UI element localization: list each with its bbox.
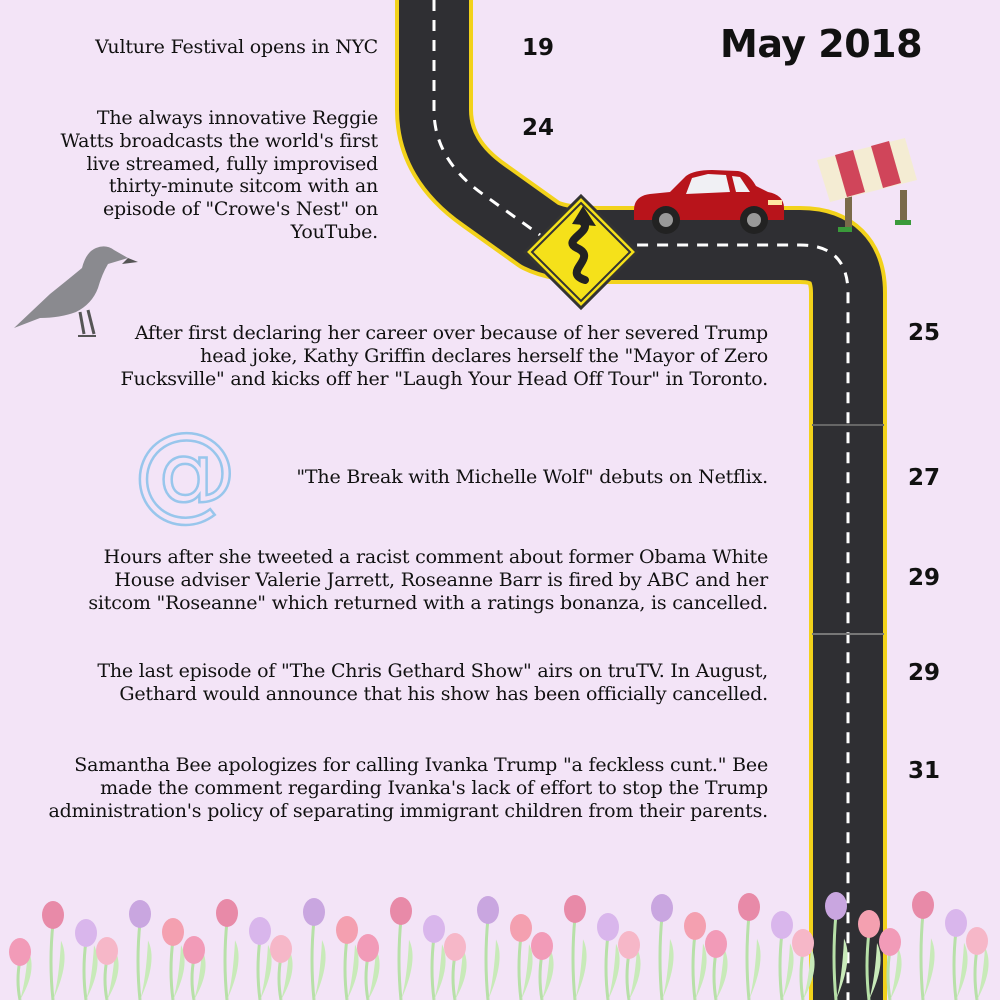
event-text-19: Vulture Festival opens in NYC (95, 36, 378, 58)
event-day-29a: 29 (908, 565, 941, 591)
event-day-27: 27 (908, 465, 941, 491)
event-day-31: 31 (908, 758, 941, 784)
tulips-icon (0, 860, 1000, 1000)
event-day-19: 19 (522, 35, 555, 61)
event-day-29b: 29 (908, 660, 941, 686)
event-day-24: 24 (522, 115, 555, 141)
event-day-25: 25 (908, 320, 941, 346)
winding-road-sign-icon (521, 192, 641, 312)
event-text-31: Samantha Bee apologizes for calling Ivanka Trump "a feckless cunt." Bee made the comment regarding Ivanka's lack of effort to stop the Trump administration's policy of separating immigrant children from their parents. (48, 754, 768, 822)
svg-text:@: @ (133, 422, 237, 532)
event-text-24: The always innovative Reggie Watts broadcasts the world's first live streamed, fully improvised thirty-minute sitcom with an episode of "Crowe's Nest" on YouTube. (60, 107, 378, 243)
event-text-29a: Hours after she tweeted a racist comment about former Obama White House adviser Valerie Jarrett, Roseanne Barr is fired by ABC and her sitcom "Roseanne" which returned with a ratings bonanza, is cancelled. (88, 546, 768, 614)
car-icon (628, 162, 788, 242)
event-text-27: "The Break with Michelle Wolf" debuts on Netflix. (296, 466, 768, 488)
page-title: May 2018 (720, 22, 923, 66)
event-text-29b: The last episode of "The Chris Gethard Show" airs on truTV. In August, Gethard would announce that his show has been officially cancelled. (97, 660, 768, 705)
road-barrier-icon (805, 130, 925, 240)
event-text-25: After first declaring her career over because of her severed Trump head joke, Kathy Griffin declares herself the "Mayor of Zero Fucksville" and kicks off her "Laugh Your Head Off Tour" in Toronto. (120, 322, 768, 390)
